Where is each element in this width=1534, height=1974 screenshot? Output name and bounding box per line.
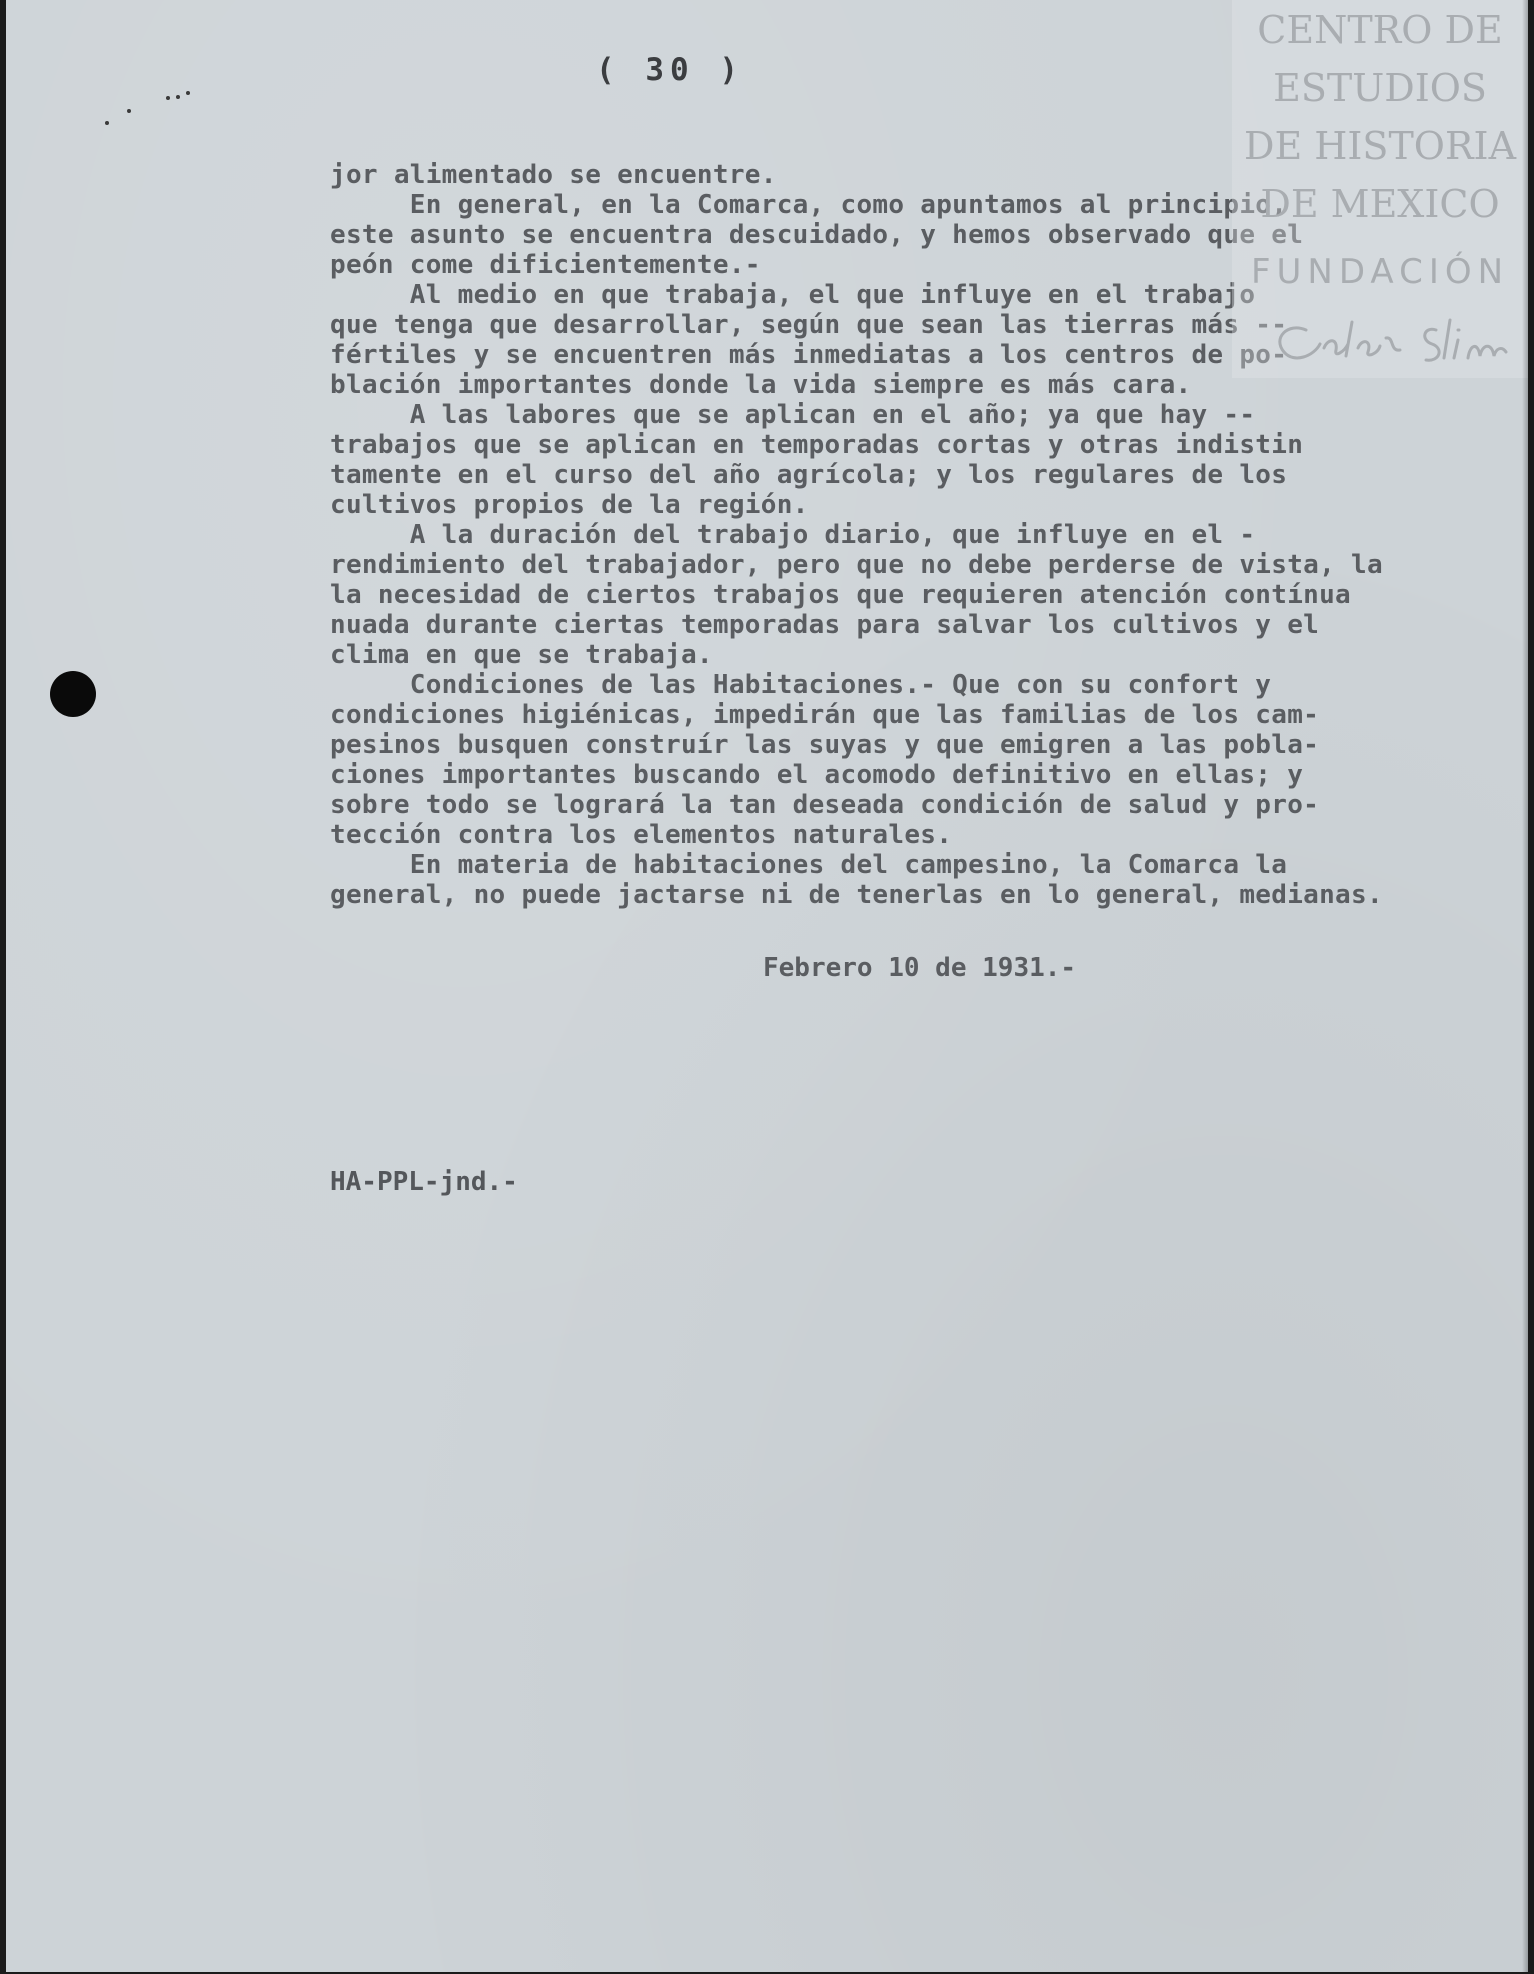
ink-speck (186, 91, 190, 95)
body-line: trabajos que se aplican en temporadas cortas y otras indistin (330, 430, 1304, 460)
signature-icon (1254, 308, 1514, 378)
body-line: blación importantes donde la vida siempre es más cara. (330, 370, 1192, 400)
watermark-foundation: FUNDACIÓN (1250, 252, 1510, 292)
body-line: tección contra los elementos naturales. (330, 820, 953, 850)
body-line: Condiciones de las Habitaciones.- Que con su confort y (330, 670, 1272, 700)
body-line: A la duración del trabajo diario, que influye en el - (330, 520, 1256, 550)
body-line: Al medio en que trabaja, el que influye en el trabajo (330, 280, 1256, 310)
reference-initials: HA-PPL-jnd.- (330, 1167, 518, 1197)
body-line: la necesidad de ciertos trabajos que requieren atención contínua (330, 580, 1352, 610)
body-line: clima en que se trabaja. (330, 640, 713, 670)
body-line: tamente en el curso del año agrícola; y los regulares de los (330, 460, 1288, 490)
body-line: rendimiento del trabajador, pero que no debe perderse de vista, la (330, 550, 1383, 580)
body-line: condiciones higiénicas, impedirán que las familias de los cam- (330, 700, 1320, 730)
watermark-line: DE HISTORIA (1243, 124, 1517, 168)
date-line: Febrero 10 de 1931.- (763, 953, 1077, 983)
body-line: que tenga que desarrollar, según que sean las tierras más -- (330, 310, 1288, 340)
watermark-line: DE MEXICO (1260, 182, 1500, 226)
body-line: ciones importantes buscando el acomodo definitivo en ellas; y (330, 760, 1304, 790)
archive-watermark (1232, 0, 1528, 378)
ink-speck (127, 109, 131, 113)
body-line: En materia de habitaciones del campesino, la Comarca la (330, 850, 1288, 880)
body-line: A las labores que se aplican en el año; ya que hay -- (330, 400, 1256, 430)
punch-hole (50, 671, 96, 717)
page-number: ( 30 ) (596, 52, 744, 88)
body-line: peón come dificientemente.- (330, 250, 761, 280)
document-page (6, 0, 1528, 1972)
body-line: cultivos propios de la región. (330, 490, 809, 520)
body-line: pesinos busquen construír las suyas y que emigren a las pobla- (330, 730, 1320, 760)
body-line: fértiles y se encuentren más inmediatas a los centros de po- (330, 340, 1288, 370)
body-line: nuada durante ciertas temporadas para salvar los cultivos y el (330, 610, 1320, 640)
ink-speck (166, 96, 170, 100)
body-line: este asunto se encuentra descuidado, y hemos observado que el (330, 220, 1304, 250)
ink-speck (176, 95, 180, 99)
body-line: general, no puede jactarse ni de tenerlas en lo general, medianas. (330, 880, 1383, 910)
body-line: En general, en la Comarca, como apuntamos al principio, (330, 190, 1288, 220)
watermark-line: ESTUDIOS (1273, 66, 1487, 110)
watermark-line: CENTRO DE (1257, 8, 1503, 52)
body-line: jor alimentado se encuentre. (330, 160, 777, 190)
body-line: sobre todo se logrará la tan deseada condición de salud y pro- (330, 790, 1320, 820)
page-edge-shadow (1522, 0, 1528, 1972)
ink-speck (105, 121, 109, 125)
